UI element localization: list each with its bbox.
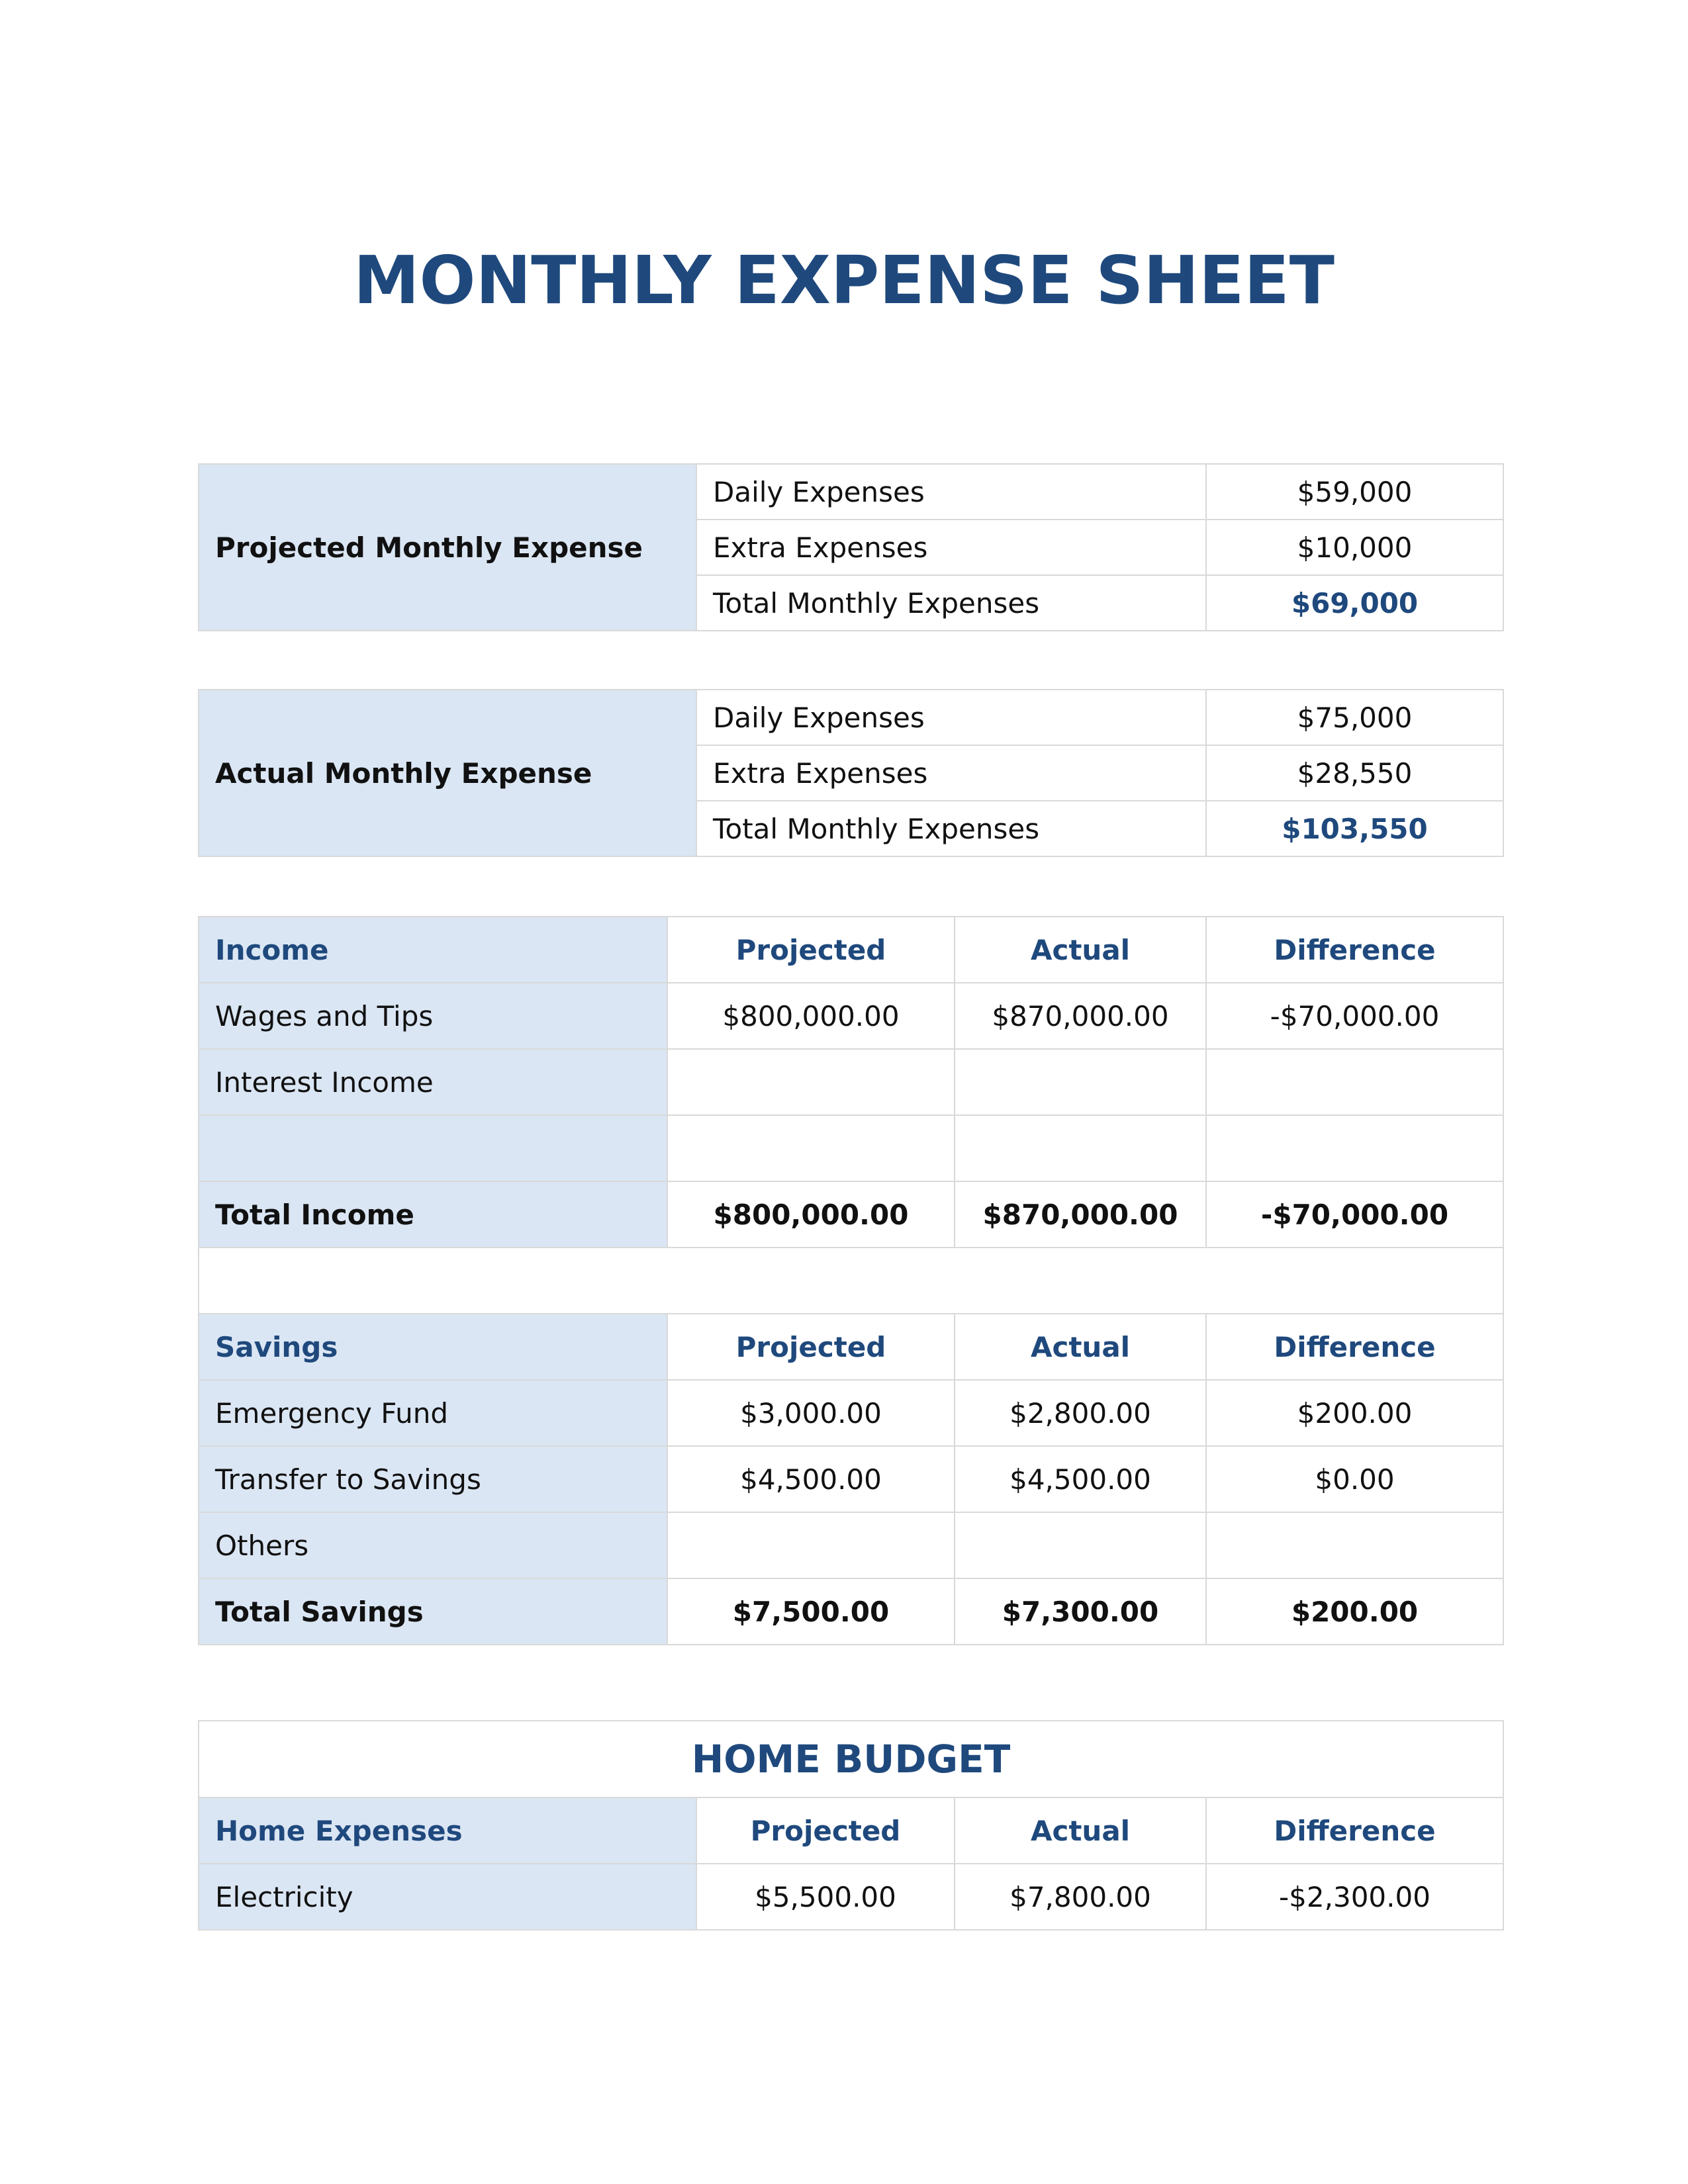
table-row	[199, 690, 1503, 745]
column-header: Actual	[955, 1314, 1206, 1380]
table-row	[199, 983, 1503, 1049]
column-header: Difference	[1206, 1797, 1503, 1864]
cell	[1206, 1115, 1503, 1181]
cell: $0.00	[1206, 1446, 1503, 1512]
cell	[955, 1049, 1206, 1115]
row-label: Daily Expenses	[696, 690, 1206, 745]
actual-expense-label: Actual Monthly Expense	[199, 690, 696, 856]
total-label: Total Income	[199, 1181, 667, 1248]
income-header-row	[199, 917, 1503, 983]
table-row	[199, 1049, 1503, 1115]
income-total-row	[199, 1181, 1503, 1248]
total-value: $69,000	[1206, 575, 1503, 631]
total-cell: $7,500.00	[667, 1578, 955, 1645]
cell	[667, 1115, 955, 1181]
home-budget-title: HOME BUDGET	[199, 1721, 1503, 1797]
spacer-cell	[199, 1248, 1503, 1314]
row-label: Extra Expenses	[696, 520, 1206, 575]
row-label: Daily Expenses	[696, 464, 1206, 520]
savings-header: Savings	[199, 1314, 667, 1380]
column-header: Projected	[696, 1797, 955, 1864]
total-cell: $800,000.00	[667, 1181, 955, 1248]
page-title: MONTHLY EXPENSE SHEET	[353, 242, 1335, 319]
cell	[955, 1512, 1206, 1578]
cell: $870,000.00	[955, 983, 1206, 1049]
total-cell: $7,300.00	[955, 1578, 1206, 1645]
income-savings-table	[198, 916, 1504, 1645]
column-header: Actual	[955, 917, 1206, 983]
cell	[1206, 1512, 1503, 1578]
row-label: Transfer to Savings	[199, 1446, 667, 1512]
projected-expense-table	[198, 463, 1504, 631]
row-label: Total Monthly Expenses	[696, 575, 1206, 631]
column-header: Projected	[667, 917, 955, 983]
column-header: Difference	[1206, 1314, 1503, 1380]
total-cell: $870,000.00	[955, 1181, 1206, 1248]
row-value: $10,000	[1206, 520, 1503, 575]
home-expenses-header: Home Expenses	[199, 1797, 696, 1864]
row-value: $28,550	[1206, 745, 1503, 801]
total-cell: -$70,000.00	[1206, 1181, 1503, 1248]
total-label: Total Savings	[199, 1578, 667, 1645]
actual-expense-table	[198, 689, 1504, 857]
income-header: Income	[199, 917, 667, 983]
cell: $200.00	[1206, 1380, 1503, 1446]
cell	[1206, 1049, 1503, 1115]
home-header-row	[199, 1797, 1503, 1864]
projected-expense-label: Projected Monthly Expense	[199, 464, 696, 631]
column-header: Projected	[667, 1314, 955, 1380]
row-value: $59,000	[1206, 464, 1503, 520]
cell: -$2,300.00	[1206, 1864, 1503, 1930]
row-label: Emergency Fund	[199, 1380, 667, 1446]
column-header: Actual	[955, 1797, 1206, 1864]
row-label: Interest Income	[199, 1049, 667, 1115]
cell: $5,500.00	[696, 1864, 955, 1930]
row-label	[199, 1115, 667, 1181]
cell: $2,800.00	[955, 1380, 1206, 1446]
home-title-row	[199, 1721, 1503, 1797]
row-value: $75,000	[1206, 690, 1503, 745]
cell: $4,500.00	[955, 1446, 1206, 1512]
table-row	[199, 1446, 1503, 1512]
table-row	[199, 464, 1503, 520]
cell	[667, 1512, 955, 1578]
home-budget-table	[198, 1720, 1504, 1931]
row-label: Extra Expenses	[696, 745, 1206, 801]
cell: -$70,000.00	[1206, 983, 1503, 1049]
total-value: $103,550	[1206, 801, 1503, 856]
total-cell: $200.00	[1206, 1578, 1503, 1645]
row-label: Total Monthly Expenses	[696, 801, 1206, 856]
row-label: Electricity	[199, 1864, 696, 1930]
cell: $3,000.00	[667, 1380, 955, 1446]
table-row	[199, 1115, 1503, 1181]
column-header: Difference	[1206, 917, 1503, 983]
spacer-row	[199, 1248, 1503, 1314]
cell	[955, 1115, 1206, 1181]
row-label: Others	[199, 1512, 667, 1578]
row-label: Wages and Tips	[199, 983, 667, 1049]
cell: $4,500.00	[667, 1446, 955, 1512]
savings-header-row	[199, 1314, 1503, 1380]
cell: $7,800.00	[955, 1864, 1206, 1930]
cell	[667, 1049, 955, 1115]
table-row	[199, 1864, 1503, 1930]
cell: $800,000.00	[667, 983, 955, 1049]
savings-total-row	[199, 1578, 1503, 1645]
table-row	[199, 1512, 1503, 1578]
table-row	[199, 1380, 1503, 1446]
